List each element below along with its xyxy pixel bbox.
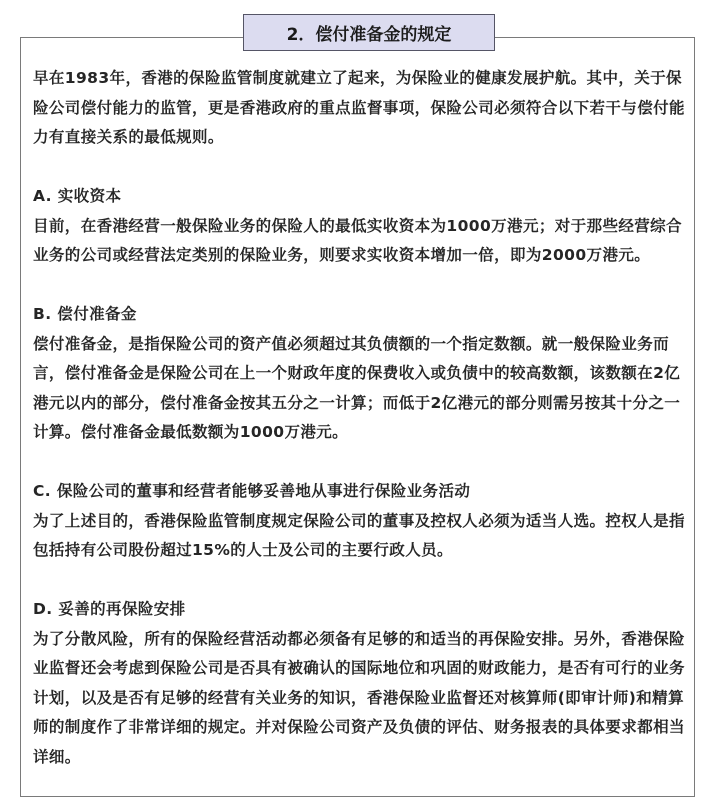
intro-paragraph: 早在1983年，香港的保险监管制度就建立了起来，为保险业的健康发展护航。其中，关于保险公司偿付能力的监管，更是香港政府的重点监督事项，保险公司必须符合以下若干与偿付能力有直接关系的最低规则。	[33, 69, 685, 146]
section-body: 目前，在香港经营一般保险业务的保险人的最低实收资本为1000万港元；对于那些经营综合业务的公司或经营法定类别的保险业务，则要求实收资本增加一倍，即为2000万港元。	[33, 216, 682, 264]
section-heading: D. 妥善的再保险安排	[33, 600, 186, 618]
section-body: 为了上述目的，香港保险监管制度规定保险公司的董事及控权人必须为适当人选。控权人是指包括持有公司股份超过15%的人士及公司的主要行政人员。	[33, 511, 685, 559]
document-body	[33, 64, 685, 772]
section-directors	[33, 477, 685, 566]
section-body: 偿付准备金，是指保险公司的资产值必须超过其负债额的一个指定数额。就一般保险业务而言，偿付准备金是保险公司在上一个财政年度的保费收入或负债中的较高数额，该数额在2亿港元以内的部分，偿付准备金按其五分之一计算；而低于2亿港元的部分则需另按其十分之一计算。偿付准备金最低数额为1000万港元。	[33, 334, 681, 441]
section-heading: A. 实收资本	[33, 187, 122, 205]
section-title: 2．偿付准备金的规定	[243, 14, 495, 51]
section-solvency-reserve	[33, 300, 685, 448]
section-heading: C. 保险公司的董事和经营者能够妥善地从事进行保险业务活动	[33, 482, 471, 500]
section-reinsurance	[33, 595, 685, 772]
section-heading: B. 偿付准备金	[33, 305, 137, 323]
section-paid-up-capital	[33, 182, 685, 271]
section-body: 为了分散风险，所有的保险经营活动都必须备有足够的和适当的再保险安排。另外，香港保险业监督还会考虑到保险公司是否具有被确认的国际地位和巩固的财政能力，是否有可行的业务计划，以及是否有足够的经营有关业务的知识，香港保险业监督还对核算师(即审计师)和精算师的制度作了非常详细的规定。并对保险公司资产及负债的评估、财务报表的具体要求都相当详细。	[33, 629, 685, 766]
